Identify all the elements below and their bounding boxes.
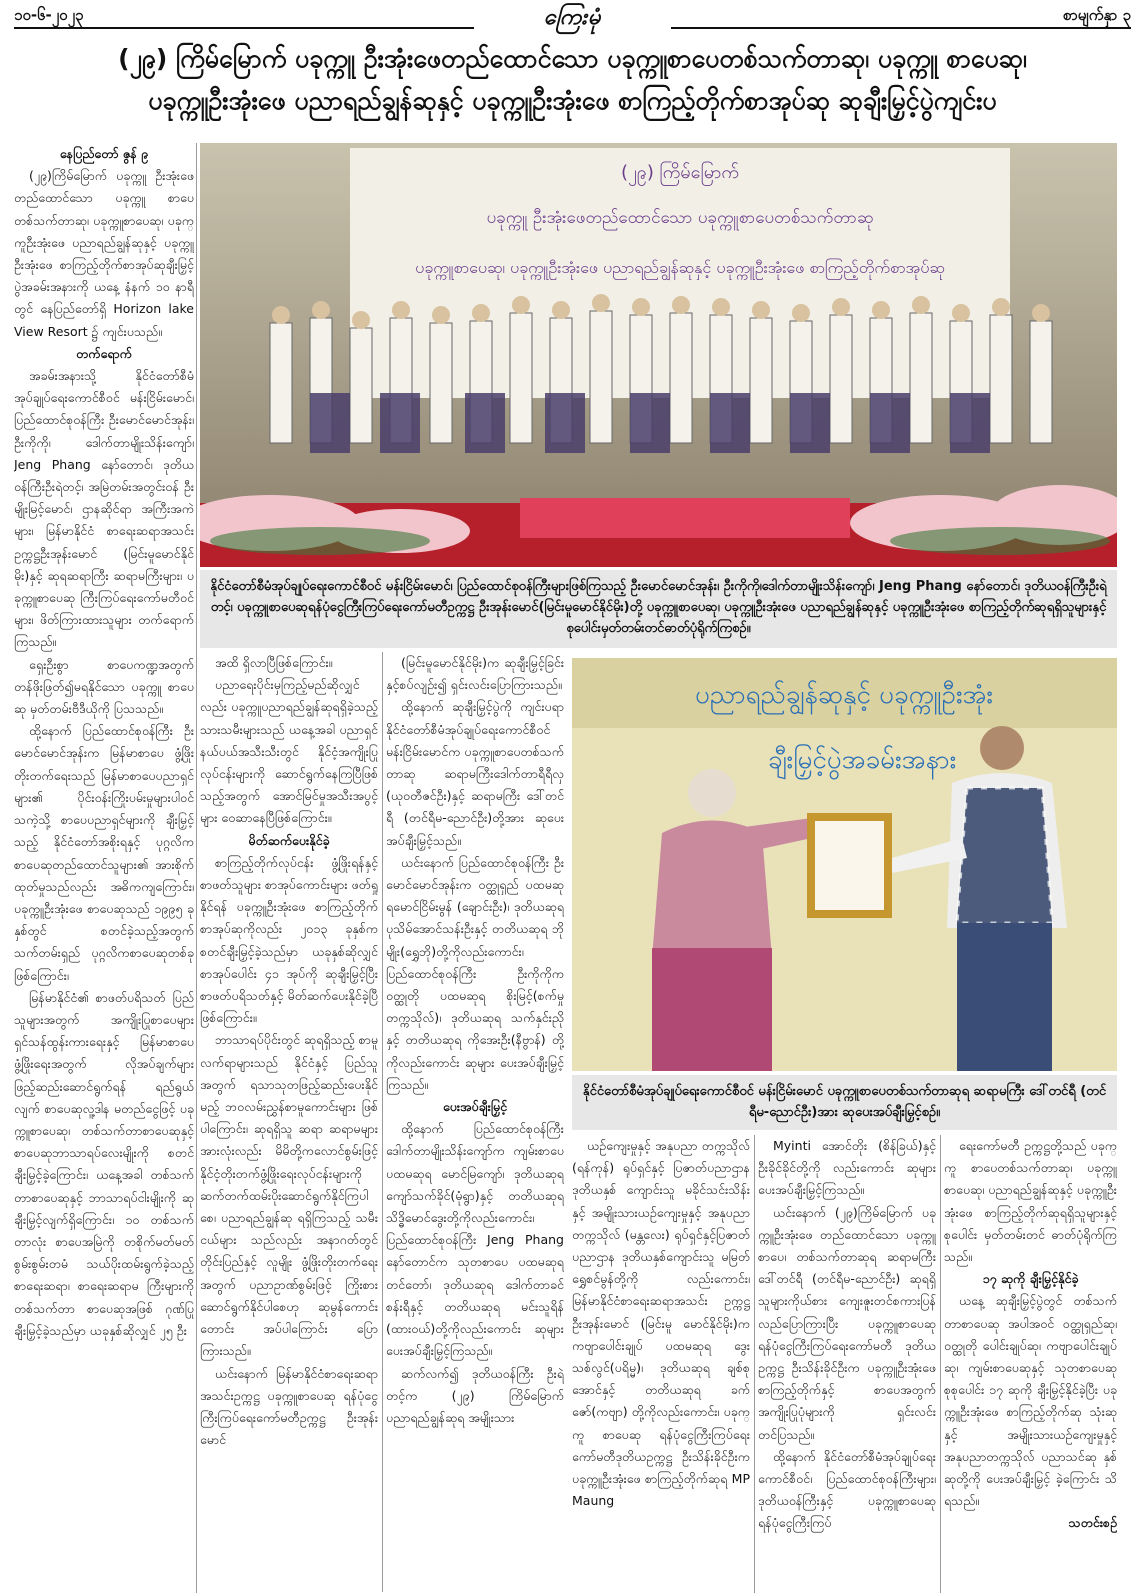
paragraph: ထို့နောက် ပြည်ထောင်စုဝန်ကြီး ဦးမောင်မောင်အုန်းက မြန်မာစာပေ ဖွံ့ဖြိုးတိုးတက်ရေးသည် မြန်မာစာပေပညာရှင်များ၏ ပိုင်းဝန်းကြိုးပမ်းမှုများပါဝင်သကဲ့သို့ စာပေပညာရှင်များကို ချီးမြှင့်သည့် နိုင်ငံတော်အစိုးရနှင့် ပုဂ္ဂလိကစာပေဆုတည်ထောင်သူများ၏ အားစိုက်ထုတ်မှုသည်လည်း အဓိကကျကြောင်း၊ ပခုက္ကူဦးအုံးဖေ စာပေဆုသည် ၁၉၉၅ ခုနှစ်တွင် စတင်ခဲ့သည့်အတွက် သက်တမ်းရှည် ပုဂ္ဂလိကစာပေဆုတစ်ခုဖြစ်ကြောင်း၊ — [14, 723, 194, 983]
byline: သတင်းစဉ် — [1068, 1515, 1117, 1531]
paragraph: မြန်မာနိုင်ငံ၏ စာဖတ်ပရိသတ် ပြည်သူများအတွက် အကျိုးပြုစာပေများ ရှင်သန်ထွန်းကားရေးနှင့် မြန်မာစာပေဖွံ့ဖြိုးရေးအတွက် လိုအပ်ချက်များ ဖြည့်ဆည်းဆောင်ရွက်ရန် ရည်ရွယ်လျက် စာပေဆုလူ့ဒါန မတည်ငွေဖြင့် ပခုက္ကူစာပေဆု၊ တစ်သက်တာစာပေဆုနှင့် စာပေဆုဘာသာရပ်လေးမျိုးကို စတင်ချီးမြှင့်ခဲ့ကြောင်း၊ ယနေ့အခါ တစ်သက်တာစာပေဆုနှင့် ဘာသာရပ်ငါးမျိုးကို ဆုချီးမြှင့်လျက်ရှိကြောင်း၊ ၁၀ တစ်သက်တာလုံး စာပေအမြဲကို တစိုက်မတ်မတ် စွမ်းစွမ်းတမံ သယ်ပိုးထမ်းရွက်ခဲ့သည့် စာရေးဆရာ၊ စာရေးဆရာမ ကြီးများကို တစ်သက်တာ စာပေဆုအဖြစ် ဂုဏ်ပြုချီးမြှင့်ခဲ့သည်မှာ ယခုနှစ်ဆိုလျှင် ၂၅ ဦး — [14, 989, 194, 1338]
group-photo-caption: နိုင်ငံတော်စီမံအုပ်ချုပ်ရေးကောင်စီဝင် မန်းငြိမ်းမောင်၊ ပြည်ထောင်စုဝန်ကြီးများဖြစ်ကြသည့် ဦးမောင်မောင်အုန်း၊ ဦးကိုကို၊ဒေါက်တာမျိုးသိန်းကျော်၊ Jeng Phang နော်တောင်၊ ဒုတိယဝန်ကြီးဦးရဲတင့်၊ ပခုက္ကူစာပေဆုရန်ပုံငွေကြီးကြပ်ရေးကော်မတီဥက္ကဋ္ဌ ဦးအုန်းမောင်(မြင်းမူမောင်နိုင်မိုး)တို့ ပခုက္ကူစာပေဆု၊ ပခုက္ကူဦးအုံးဖေ ပညာရည်ချွန်ဆုနှင့် ပခုက္ကူဦးအုံးဖေ စာကြည့်တိုက်ဆုရရှိသူများနှင့် စုပေါင်းမှတ်တမ်းတင်ဓာတ်ပုံရိုက်ကြစဉ်။ — [200, 570, 1117, 648]
page-number: စာမျက်နှာ ၃ — [1063, 6, 1131, 24]
article-column-4 — [572, 1135, 750, 1593]
article-column-5 — [758, 1135, 936, 1593]
award-photo — [572, 658, 1117, 1071]
paragraph: ယင်းနောက် ပြည်ထောင်စုဝန်ကြီး ဦးမောင်မောင်အုန်းက ဝတ္ထုရှည် ပထမဆုရမောင်ငြိမ်းမွန် (ချောင်းဦး)၊ ဒုတိယဆုရ ပုသိမ်အောင်သန်းဦးနှင့် တတိယဆုရ ဘိုမျိုး(ရွှေဘို)တို့ကိုလည်းကောင်း၊ ပြည်ထောင်စုဝန်ကြီး ဦးကိုကိုက ဝတ္ထုတို ပထမဆုရ စိုးမြင့်(စက်မှုတက္ကသိုလ်)၊ ဒုတိယဆုရ သက်နှင်းညိုနှင့် တတိယဆုရ ကိုအေးဦး(နီဗွာန်) တို့ကိုလည်းကောင်း ဆုများ ပေးအပ်ချီးမြှင့်ကြသည်။ — [386, 854, 564, 1092]
headline-line-2: ပခုက္ကူဦးအုံးဖေ ပညာရည်ချွန်ဆုနှင့် ပခုက္ကူဦးအုံးဖေ စာကြည့်တိုက်စာအုပ်ဆု ဆုချီးမြှင့်ပွဲကျင်းပ — [148, 86, 997, 115]
paragraph: ထို့နောက် နိုင်ငံတော်စီမံအုပ်ချုပ်ရေးကောင်စီဝင်၊ ပြည်ထောင်စုဝန်ကြီးများ၊ ဒုတိယဝန်ကြီးနှင့် ပခုက္ကူစာပေဆုရန်ပုံငွေကြီးကြပ် — [758, 1448, 936, 1531]
banner-text-3: ပခုက္ကူစာပေဆု၊ ပခုက္ကူဦးအုံးဖေ ပညာရည်ချွန်ဆုနှင့် ပခုက္ကူဦးအုံးဖေ စာကြည့်တိုက်စာအုပ်ဆု — [415, 258, 945, 277]
article-column-6 — [944, 1135, 1117, 1593]
paragraph: ယင်းနောက် မြန်မာနိုင်ငံစာရေးဆရာအသင်းဥက္ကဋ္ဌ ပခုက္ကူစာပေဆု ရန်ပုံငွေကြီးကြပ်ရေးကော်မတီဥက္ကဋ္ဌ ဦးအုန်းမောင် — [200, 1365, 378, 1448]
headline — [14, 38, 1131, 122]
headline-line-1: (၂၉) ကြိမ်မြောက် ပခုက္ကူ ဦးအုံးဖေတည်ထောင်သော ပခုက္ကူစာပေတစ်သက်တာဆု၊ ပခုက္ကူ စာပေဆု၊ — [118, 44, 1027, 73]
subheading: ပေးအပ်ချီးမြှင့် — [442, 1099, 508, 1115]
paragraph: ထို့နောက် ပြည်ထောင်စုဝန်ကြီး ဒေါက်တာမျိုးသိန်းကျော်က ကျမ်းစာပေပထမဆုရ မောင်မြကျော်၊ ဒုတိယဆုရ ကျော်သက်ခိုင်(မုံရွာ)နှင့် တတိယဆုရ သိဒ္ဓိမောင်ဒွေးတို့ကိုလည်းကောင်း၊ ပြည်ထောင်စုဝန်ကြီး Jeng Phang နော်တောင်က သုတစာပေ ပထမဆုရ တင်တော်၊ ဒုတိယဆုရ ဒေါက်တာခင်စန်းရီနှင့် တတိယဆုရ မင်းသူရိန် (ထားဝယ်)တို့ကိုလည်းကောင်း ဆုများပေးအပ်ချီးမြှင့်ကြသည်။ — [386, 1121, 564, 1359]
column-rule — [196, 143, 197, 1593]
award-banner-text-1: ပညာရည်ချွန်ဆုနှင့် ပခုက္ကူဦးအုံး — [694, 680, 994, 710]
paragraph: အထိ ရှိလာပြီဖြစ်ကြောင်း။ — [215, 655, 333, 670]
subheading: တက်ရောက် — [76, 345, 132, 361]
paragraph: ယင်းနောက် (၂၉)ကြိမ်မြောက် ပခုက္ကူဦးအုံးဖေ တည်ထောင်သော ပခုက္ကူစာပေ၊ တစ်သက်တာဆုရ ဆရာမကြီး ဒေါ်တင်ရီ (တင်ရီမ-ညောင်ဦး) ဆုရရှိသူများကိုယ်စား ကျေးဇူးတင်စကားပြန်လည်ပြောကြားပြီး ပခုက္ကူစာပေဆု ရန်ပုံငွေကြီးကြပ်ရေးကော်မတီ ဒုတိယဥက္ကဋ္ဌ ဦးသိန်းခိုင်ဦးက ပခုက္ကူဦးအုံးဖေ စာကြည့်တိုက်နှင့် စာပေအတွက် အကျိုးပြုပုံများကို ရှင်းလင်း တင်ပြသည်။ — [758, 1204, 936, 1442]
newspaper-logo: ကြေးမုံ — [543, 5, 602, 30]
paragraph: ပညာရေးပိုင်းမှကြည့်မည်ဆိုလျှင်လည်း ပခုက္ကူပညာရည်ချွန်ဆုရရှိခဲ့သည့် သားသမီးများသည် ယနေ့အခါ ပညာရှင်နယ်ပယ်အသီးသီးတွင် နိုင်ငံ့အကျိုးပြုလုပ်ငန်းများကို ဆောင်ရွက်နေကြပြီဖြစ်သည့်အတွက် အောင်မြင်မှုအသီးအပွင့်များ ဝေဆာနေပြီဖြစ်ကြောင်း။ — [200, 677, 378, 826]
paragraph: ဆက်လက်၍ ဒုတိယဝန်ကြီး ဦးရဲတင့်က (၂၉) ကြိမ်မြောက် ပညာရည်ချွန်ဆုရ အမျိုးသား — [386, 1365, 564, 1425]
subheading: မိတ်ဆက်ပေးနိုင်ခဲ့ — [248, 832, 330, 848]
article-column-1 — [14, 143, 194, 1593]
paragraph: ထို့နောက် ဆုချီးမြှင့်ပွဲကို ကျင်းပရာ နိုင်ငံတော်စီမံအုပ်ချုပ်ရေးကောင်စီဝင် မန်းငြိမ်းမောင်က ပခုက္ကူစာပေတစ်သက်တာဆု ဆရာမကြီးဒေါက်တာရီရီလှ (ယုဝတီဇင်ဦး)နှင့် ဆရာမကြီး ဒေါ်တင်ရီ (တင်ရီမ-ညောင်ဦး)တို့အား ဆုပေးအပ်ချီးမြှင့်သည်။ — [386, 699, 564, 848]
paragraph: ရေးကော်မတီ ဥက္ကဋ္ဌတို့သည် ပခုက္ကူ စာပေတစ်သက်တာဆု၊ ပခုက္ကူစာပေဆု၊ ပညာရည်ချွန်ဆုနှင့် ပခုက္ကူဦးအုံးဖေ စာကြည့်တိုက်ဆုရရှိသူများနှင့် စုပေါင်း မှတ်တမ်းတင် ဓာတ်ပုံရိုက်ကြ သည်။ — [944, 1138, 1117, 1265]
group-photo — [200, 143, 1117, 567]
column-rule — [940, 1135, 941, 1593]
paragraph: စာကြည့်တိုက်လုပ်ငန်း ဖွံ့ဖြိုးရန်နှင့် စာဖတ်သူများ စာအုပ်ကောင်းများ ဖတ်ရှုနိုင်ရန် ပခုက္ကူဦးအုံးဖေ စာကြည့်တိုက်စာအုပ်ဆုကိုလည်း ၂၀၁၃ ခုနှစ်က စတင်ချီးမြှင့်ခဲ့သည်မှာ ယခုနှစ်ဆိုလျှင် စာအုပ်ပေါင်း ၄၁ အုပ်ကို ဆုချီးမြှင့်ပြီး စာဖတ်ပရိသတ်နှင့် မိတ်ဆက်ပေးနိုင်ခဲ့ပြီဖြစ်ကြောင်း။ — [200, 854, 378, 1026]
paragraph: (မြင်းမူမောင်နိုင်မိုး)က ဆုချီးမြှင့်ခြင်းနှင့်စပ်လျဉ်း၍ ရှင်းလင်းပြောကြားသည်။ — [386, 655, 564, 693]
issue-date: ၁၀-၆-၂၀၂၃ — [14, 6, 84, 24]
column-rule — [754, 1135, 755, 1593]
paragraph: ယနေ့ ဆုချီးမြှင့်ပွဲတွင် တစ်သက်တာစာပေဆု အပါအဝင် ဝတ္ထုရှည်ဆု၊ ဝတ္ထုတို ပေါင်းချုပ်ဆု၊ ကဗျာပေါင်းချုပ်ဆု၊ ကျမ်းစာပေဆုနှင့် သုတစာပေဆု စုစုပေါင်း ၁၇ ဆုကို ချီးမြှင့်နိုင်ခဲ့ပြီး ပခုက္ကူဦးအုံးဖေ စာကြည့်တိုက်ဆု သုံးဆုနှင့် အမျိုးသားယဉ်ကျေးမှုနှင့် အနုပညာတက္ကသိုလ် ပညာသင်ဆု နှစ်ဆုတို့ကို ပေးအပ်ချီးမြှင့် ခဲ့ကြောင်း သိရသည်။ — [944, 1293, 1117, 1509]
article-column-2 — [200, 652, 378, 1592]
banner-text-2: ပခုက္ကူ ဦးအုံးဖေတည်ထောင်သော ပခုက္ကူစာပေတစ်သက်တာဆု — [486, 208, 874, 228]
masthead-rule-left — [14, 27, 474, 29]
masthead-rule-right — [671, 27, 1131, 29]
article-column-3 — [386, 652, 564, 1592]
banner-text-1: (၂၉) ကြိမ်မြောက် — [620, 162, 740, 183]
dateline: နေပြည်တော် ဇွန် ၉ — [59, 146, 149, 161]
column-rule — [382, 652, 383, 1592]
masthead — [14, 4, 1131, 34]
paragraph: ဘာသာရပ်ပိုင်းတွင် ဆုရရှိသည့် စာမူလက်ရာများသည် နိုင်ငံနှင့် ပြည်သူအတွက် ရသာသုတဖြည့်ဆည်းပေးနိုင်မည့် ဘဝလမ်းညွှန်စာမူကောင်းများ ဖြစ်ပါကြောင်း၊ ဆုရရှိသူ ဆရာ ဆရာမများအားလုံးလည်း မိမိတို့ကလောင်စွမ်းဖြင့် နိုင်ငံ့တိုးတက်ဖွံ့ဖြိုးရေးလုပ်ငန်းများကို ဆက်တက်ထမ်းပိုးဆောင်ရွက်နိုင်ကြပါစေ၊ ပညာရည်ချွန်ဆု ရရှိကြသည့် သမီးငယ်များ သည်လည်း အနာဂတ်တွင် တိုင်းပြည်နှင့် လူမျိုး ဖွံ့ဖြိုးတိုးတက်ရေးအတွက် ပညာဥာဏ်စွမ်းဖြင့် ကြိုးစားဆောင်ရွက်နိုင်ပါစေဟု ဆုမွန်ကောင်းတောင်း အပ်ပါကြောင်း ပြောကြားသည်။ — [200, 1032, 378, 1359]
paragraph: ရှေးဦးစွာ စာပေကဏ္ဍအတွက် တန်ဖိုးဖြတ်၍မရနိုင်သော ပခုက္ကူ စာပေဆု မှတ်တမ်းဗီဒီယိုကို ပြသသည်။ — [14, 656, 194, 717]
award-banner-text-2: ချီးမြှင့်ပွဲအခမ်းအနား — [767, 745, 957, 775]
paragraph: Myinti အောင်တိုး (စိန်ခြယ်)နှင့် ဦးခိုင်ခိုင်တို့ကို လည်းကောင်း ဆုများ ပေးအပ်ချီးမြှင့်ကြသည်။ — [758, 1138, 936, 1198]
subheading: ၁၇ ဆုကို ချီးမြှင့်နိုင်ခဲ့ — [982, 1271, 1079, 1287]
paragraph: အခမ်းအနားသို့ နိုင်ငံတော်စီမံအုပ်ချုပ်ရေးကောင်စီဝင် မန်းငြိမ်းမောင်၊ ပြည်ထောင်စုဝန်ကြီး ဦးမောင်မောင်အုန်း၊ ဦးကိုကို၊ ဒေါက်တာမျိုးသိန်းကျော်၊ Jeng Phang နော်တောင်၊ ဒုတိယဝန်ကြီးဦးရဲတင့်၊ အမြဲတမ်းအတွင်းဝန် ဦးမျိုးမြင့်မောင်၊ ဌာနဆိုင်ရာ အကြီးအကဲများ၊ မြန်မာနိုင်ငံ စာရေးဆရာအသင်း ဥက္ကဋ္ဌဦးအုန်းမောင် (မြင်းမူမောင်နိုင်မိုး)နှင့် ဆုရဆရာကြီး ဆရာမကြီးများ၊ ပခုက္ကူစာပေဆု ကြီးကြပ်ရေးကော်မတီဝင်များ၊ ဖိတ်ကြားထားသူများ တက်ရောက်ကြသည်။ — [14, 368, 194, 650]
award-photo-caption: နိုင်ငံတော်စီမံအုပ်ချုပ်ရေးကောင်စီဝင် မန်းငြိမ်းမောင် ပခုက္ကူစာပေတစ်သက်တာဆုရ ဆရာမကြီး ဒေါ်တင်ရီ (တင်ရီမ-ညောင်ဦး)အား ဆုပေးအပ်ချီးမြှင့်စဉ်။ — [572, 1075, 1117, 1130]
paragraph: (၂၉)ကြိမ်မြောက် ပခုက္ကူ ဦးအုံးဖေ တည်ထောင်သော ပခုက္ကူ စာပေတစ်သက်တာဆု၊ ပခုက္ကူစာပေဆု၊ ပခုက္ကူဦးအုံးဖေ ပညာရည်ချွန်ဆုနှင့် ပခုက္ကူ ဦးအုံးဖေ စာကြည့်တိုက်စာအုပ်ဆုချီးမြှင့်ပွဲအခမ်းအနားကို ယနေ့ နံနက် ၁၀ နာရီတွင် နေပြည်တော်ရှိ Horizon lake View Resort ၌ ကျင်းပသည်။ — [14, 168, 194, 339]
paragraph: ယဉ်ကျေးမှုနှင့် အနုပညာ တက္ကသိုလ် (ရန်ကုန်) ရုပ်ရှင်နှင့် ပြဇာတ်ပညာဌာန ဒုတိယနှစ် ကျောင်းသူ မခိုင်သင်းသိန်းနှင့် အမျိုးသားယဉ်ကျေးမှုနှင့် အနုပညာတက္ကသိုလ် (မန္တလေး) ရုပ်ရှင်နှင့်ပြဇာတ် ပညာဌာန ဒုတိယနှစ်ကျောင်းသူ မမြတ် ရွှေစင်မွန်တို့ကို လည်းကောင်း၊ မြန်မာနိုင်ငံစာရေးဆရာအသင်း ဥက္ကဋ္ဌ ဦးအုန်းမောင် (မြင်းမူ မောင်နိုင်မိုး)က ကဗျာပေါင်းချုပ် ပထမဆုရ ဒွေးသစ်လွင်(ပရိမ္မ)၊ ဒုတိယဆုရ ချစ်စုအောင်နှင့် တတိယဆုရ ခက်ဇော်(ကဗျာ) တို့ကိုလည်းကောင်း၊ ပခုက္ကူ စာပေဆု ရန်ပုံငွေကြီးကြပ်ရေး ကော်မတီဒုတိယဥက္ကဋ္ဌ ဦးသိန်းခိုင်ဦးက ပခုက္ကူဦးအုံးဖေ စာကြည့်တိုက်ဆုရ MP Maung — [572, 1138, 750, 1509]
